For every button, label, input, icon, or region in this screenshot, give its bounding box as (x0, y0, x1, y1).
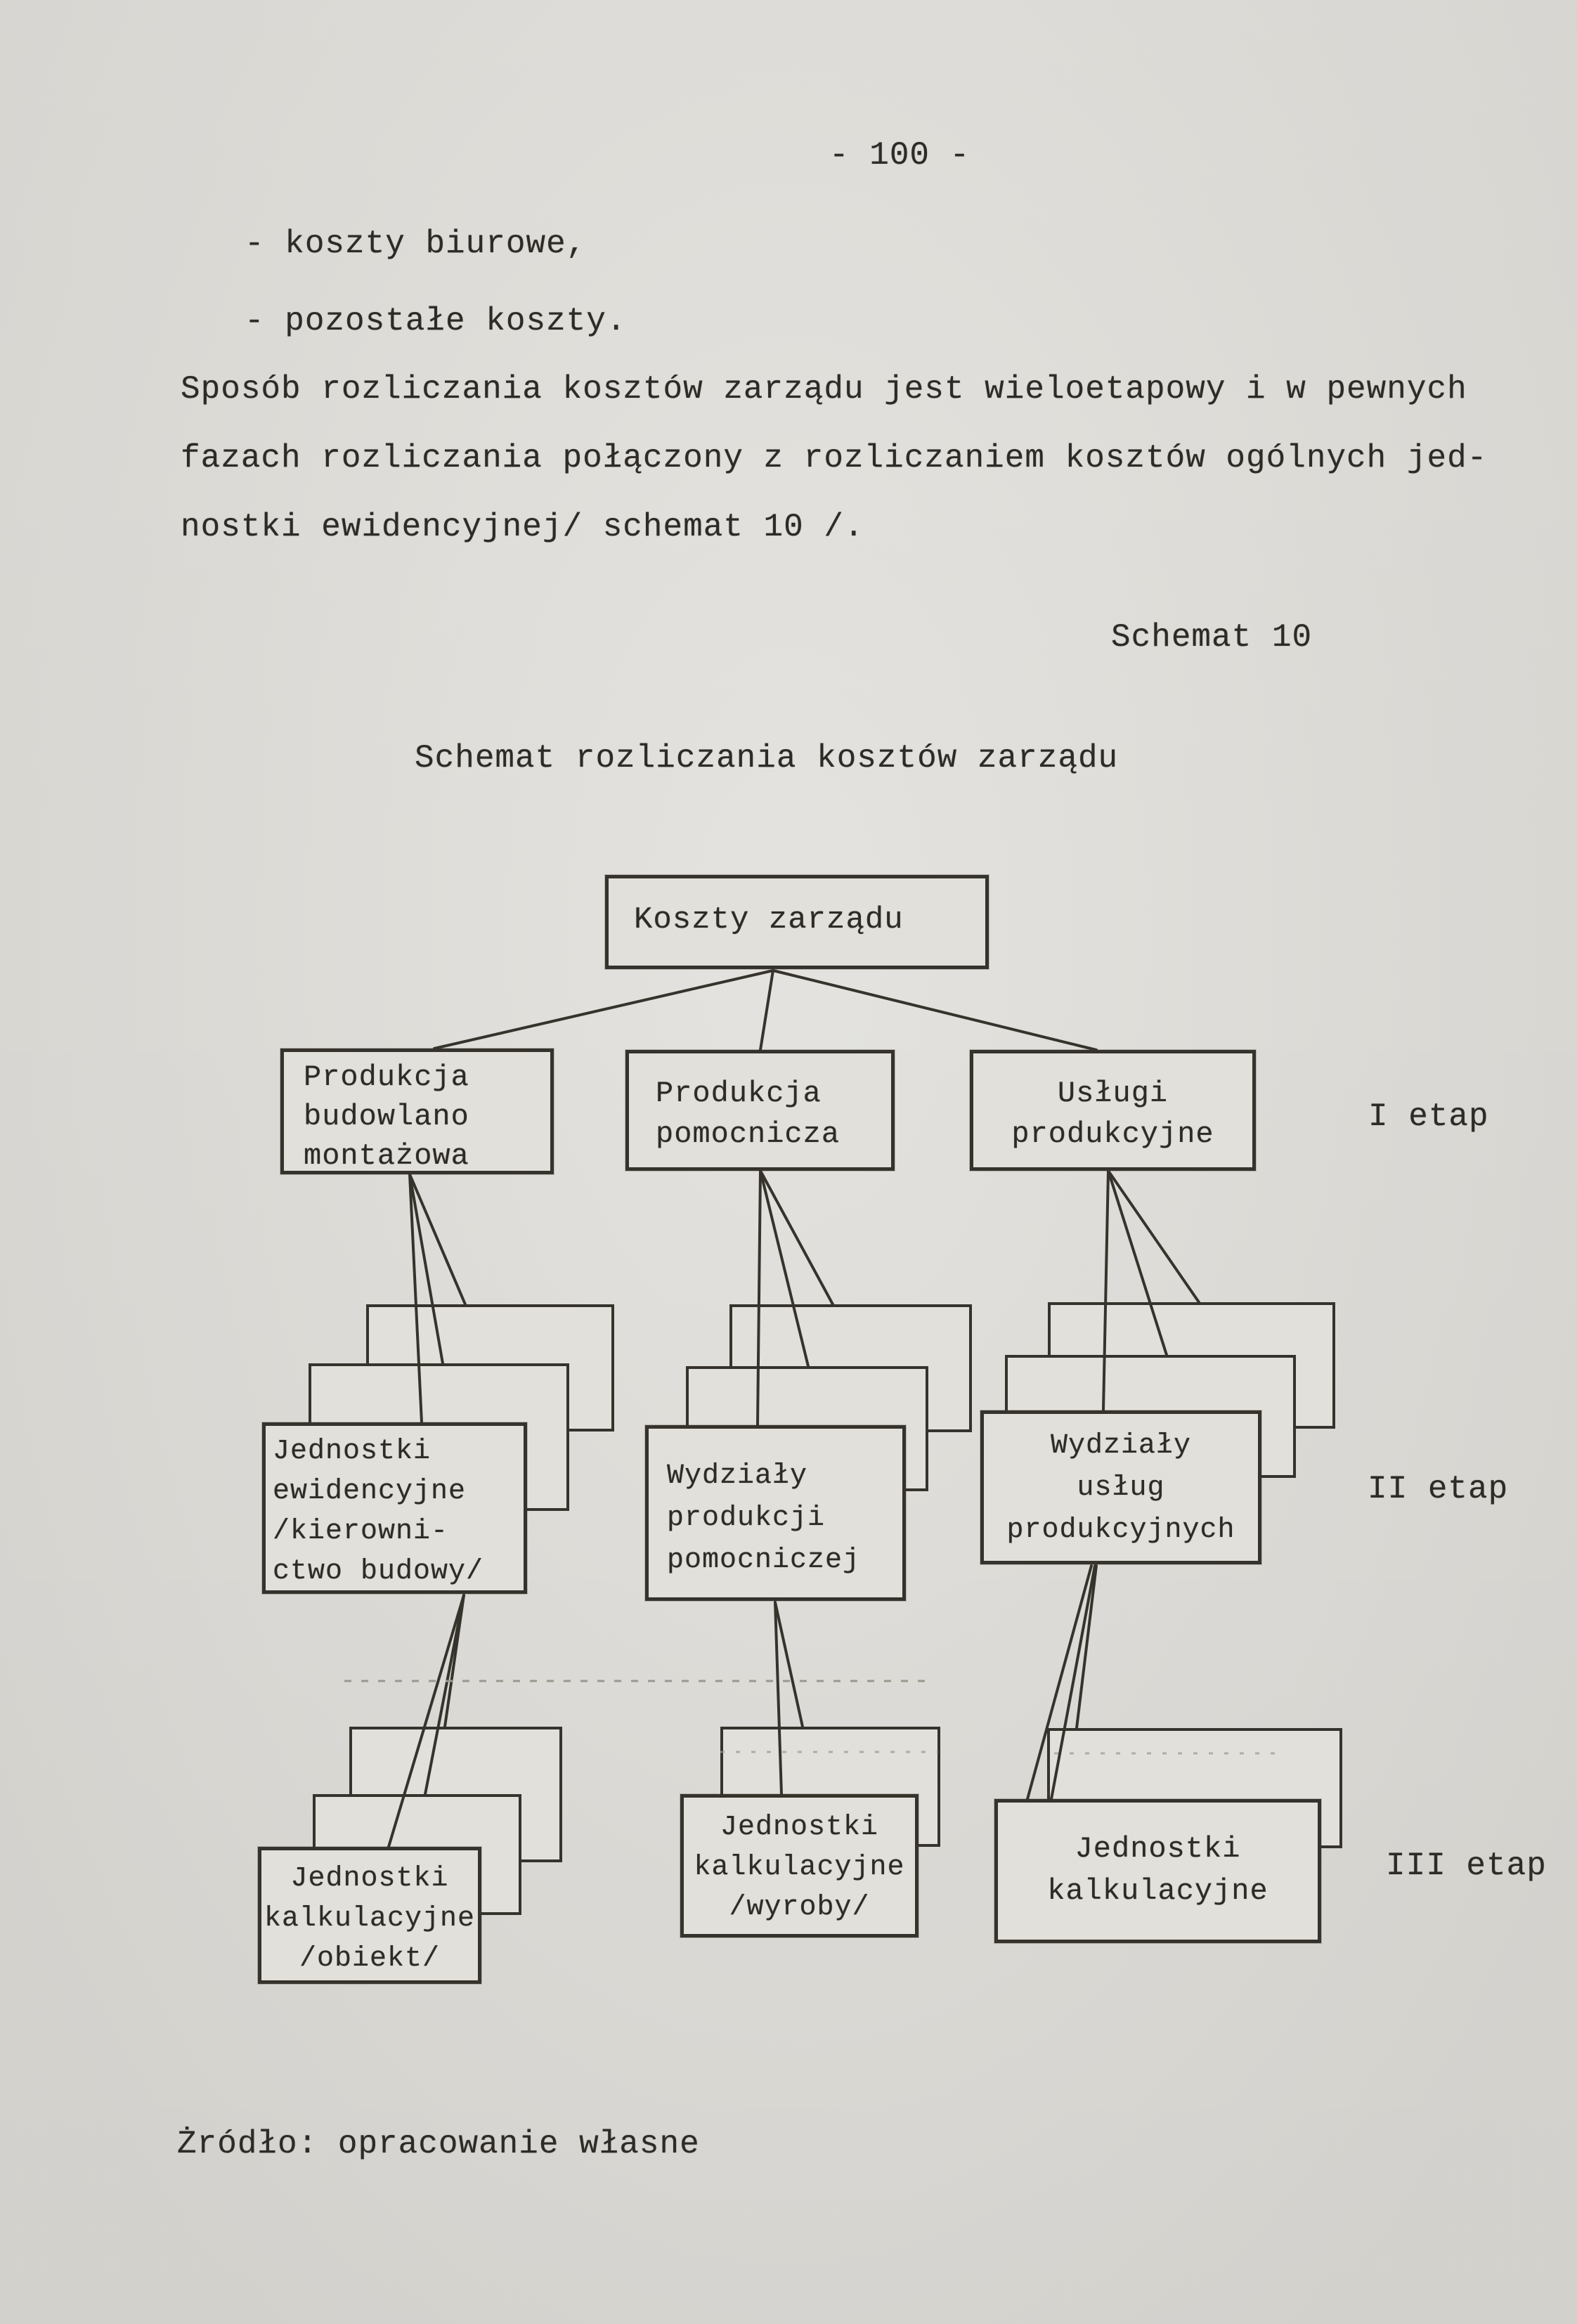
node-label-line: Jednostki (1075, 1832, 1241, 1866)
node-koszty-zarzadu (605, 875, 989, 969)
node-label-line: /obiekt/ (299, 1943, 441, 1975)
node-label-line: Produkcja (656, 1077, 822, 1110)
node-label-line: Jednostki (273, 1436, 431, 1467)
paragraph-line-1: Sposób rozliczania kosztów zarządu jest wieloetapowy i w pewnych (181, 371, 1467, 408)
node-label-line: Jednostki (720, 1812, 879, 1843)
node-label-line: montażowa (304, 1139, 469, 1173)
node-jednostki-ewidencyjne (262, 1422, 527, 1594)
paragraph-line-2: fazach rozliczania połączony z rozliczaniem kosztów ogólnych jed- (181, 440, 1488, 476)
node-label-line: ctwo budowy/ (273, 1556, 484, 1588)
node-label-line: pomocniczej (667, 1545, 861, 1576)
node-jednostki-kalkulacyjne-wyroby (680, 1794, 919, 1937)
node-label-line: kalkulacyjne (694, 1852, 905, 1883)
source-note: Żródło: opracowanie własne (177, 2126, 700, 2162)
stage-label-3: III etap (1386, 1848, 1547, 1884)
node-label-line: budowlano (304, 1100, 469, 1134)
node-label-line: kalkulacyjne (264, 1903, 476, 1935)
node-label-line: usług (1077, 1472, 1165, 1504)
schema-reference-label: Schemat 10 (1111, 619, 1313, 656)
node-label-line: kalkulacyjne (1047, 1874, 1268, 1908)
bullet-item-1: - koszty biurowe, (245, 226, 587, 262)
bullet-item-2: - pozostałe koszty. (245, 303, 627, 339)
node-label-line: Jednostki (290, 1863, 449, 1895)
node-wydzialy-produkcji-pomocniczej (645, 1425, 906, 1601)
node-produkcja-pomocnicza (625, 1050, 895, 1171)
node-label: Koszty zarządu (634, 902, 904, 937)
node-jednostki-kalkulacyjne (994, 1799, 1321, 1943)
node-label-line: ewidencyjne (273, 1476, 467, 1507)
page-number: - 100 - (829, 137, 971, 174)
node-label-line: produkcji (667, 1502, 826, 1534)
paragraph-line-3: nostki ewidencyjnej/ schemat 10 /. (181, 509, 864, 545)
node-jednostki-kalkulacyjne-obiekt (258, 1847, 481, 1984)
node-label-line: Wydziały (667, 1460, 808, 1492)
node-label-line: /wyroby/ (729, 1892, 870, 1923)
node-produkcja-budowlano-montazowa (280, 1049, 554, 1174)
node-label-line: pomocnicza (656, 1117, 841, 1151)
node-wydzialy-uslug-produkcyjnych (980, 1410, 1261, 1564)
node-label-line: produkcyjnych (1006, 1514, 1235, 1546)
node-label-line: Usługi (1057, 1077, 1169, 1110)
node-label-line: /kierowni- (273, 1516, 449, 1547)
stage-label-2: II etap (1368, 1471, 1509, 1507)
diagram-title: Schemat rozliczania kosztów zarządu (415, 740, 1119, 777)
node-uslugi-produkcyjne (970, 1050, 1256, 1171)
node-label-line: Produkcja (304, 1060, 469, 1094)
node-label-line: Wydziały (1050, 1430, 1192, 1462)
node-label-line: produkcyjne (1011, 1117, 1214, 1151)
stage-label-1: I etap (1368, 1098, 1489, 1135)
